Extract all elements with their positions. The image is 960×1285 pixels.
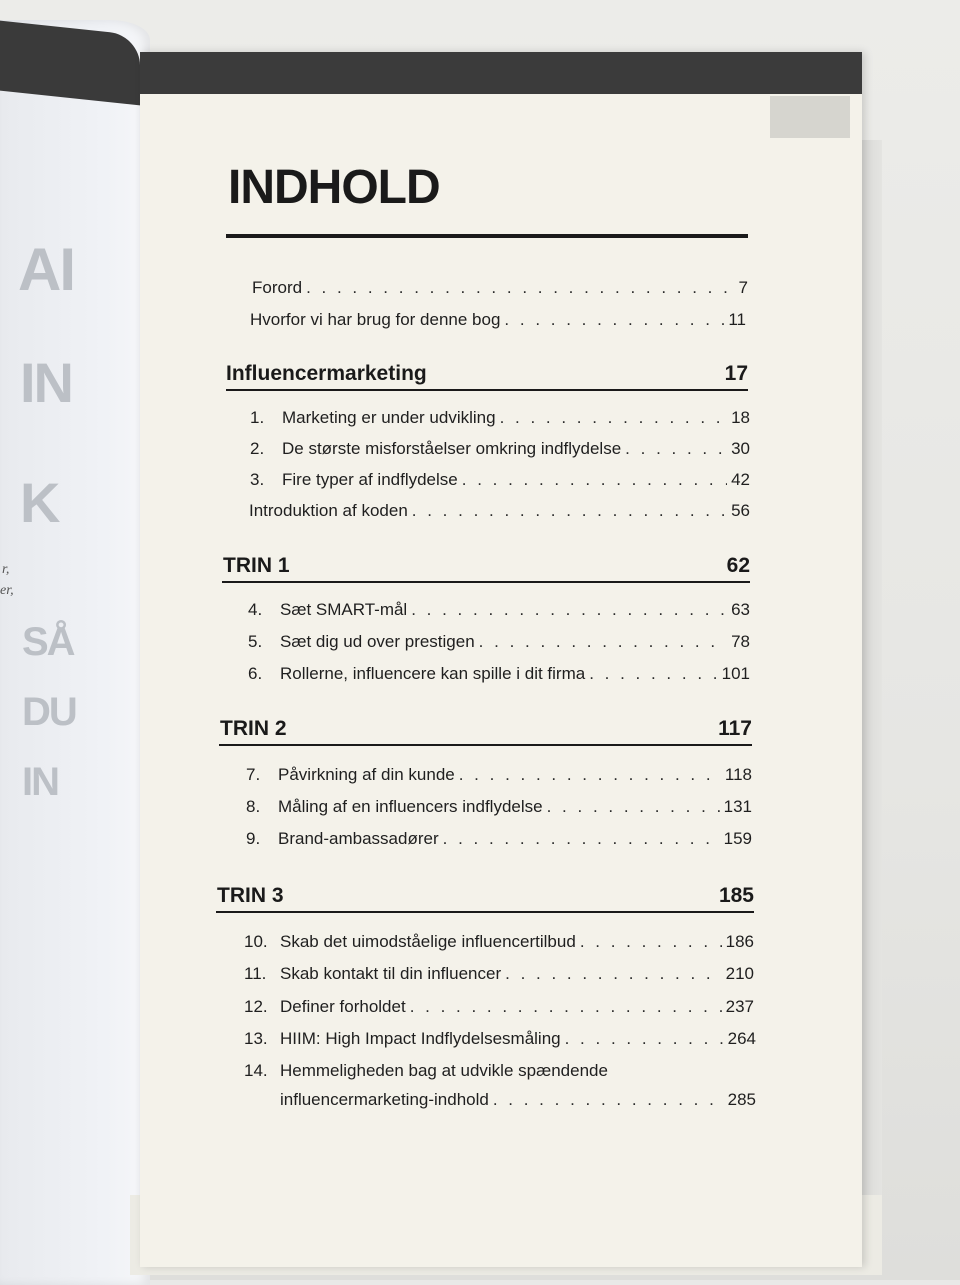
section-rule [222, 581, 750, 583]
leader-dots [625, 439, 727, 459]
leader-dots [505, 964, 722, 984]
toc-entry-label: Hvorfor vi har brug for denne bog [250, 310, 501, 329]
section-heading-label: TRIN 1 [223, 554, 290, 577]
toc-entry [249, 501, 750, 521]
leader-dots [589, 664, 717, 684]
leader-dots [459, 765, 721, 785]
toc-entry [244, 997, 754, 1017]
toc-entry-label: Fire typer af indflydelse [282, 470, 458, 489]
toc-entry-page: 7 [738, 278, 748, 297]
toc-entry [250, 439, 750, 459]
section-heading-label: Influencermarketing [226, 362, 427, 385]
toc-entry [250, 470, 750, 490]
toc-entry-label: Brand-ambassadører [278, 829, 439, 848]
left-page-bleed-text: SÅ [22, 620, 74, 664]
left-page-italic-line: er, [0, 583, 14, 598]
left-page-italic-line: r, [2, 562, 10, 577]
toc-entry-page: 131 [723, 797, 752, 816]
toc-entry-number: 1. [250, 408, 265, 427]
toc-entry-forord [252, 278, 748, 298]
toc-entry-page: 159 [723, 829, 752, 848]
toc-entry-label: Skab kontakt til din influencer [280, 964, 502, 983]
toc-entry-label: HIIM: High Impact Indflydelsesmåling [280, 1029, 561, 1048]
toc-entry-number: 2. [250, 439, 265, 458]
toc-entry-number: 13. [244, 1029, 268, 1048]
toc-entry-page: 101 [721, 664, 750, 683]
toc-entry [246, 797, 752, 817]
section-rule [226, 389, 748, 391]
toc-entry [246, 765, 752, 785]
left-page-bleed-text: DU [22, 690, 76, 734]
section-heading-label: TRIN 2 [220, 717, 287, 740]
toc-entry [244, 932, 754, 952]
toc-entry-label: Måling af en influencers indflydelse [278, 797, 543, 816]
leader-dots [565, 1029, 724, 1049]
toc-entry [244, 1029, 756, 1049]
toc-entry-number: 12. [244, 997, 268, 1016]
toc-entry-label: Forord [252, 278, 303, 297]
left-page-bleed-text: AI [18, 236, 74, 303]
leader-dots [462, 470, 727, 490]
toc-entry-page: 186 [725, 932, 754, 951]
toc-entry-page: 63 [731, 600, 750, 619]
toc-entry-page: 56 [731, 501, 750, 520]
section-heading-influencermarketing [226, 362, 748, 386]
toc-entry-page: 237 [725, 997, 754, 1016]
toc-entry-page: 30 [731, 439, 750, 458]
left-page-bleed-text: K [20, 471, 59, 534]
section-heading-trin-1 [223, 554, 750, 578]
leader-dots [410, 997, 722, 1017]
leader-dots [306, 278, 734, 298]
leader-dots [479, 632, 727, 652]
toc-entry-page: 42 [731, 470, 750, 489]
toc-entry-number: 11. [244, 964, 267, 983]
toc-entry-page: 18 [731, 408, 750, 427]
section-heading-trin-3 [217, 884, 754, 908]
toc-entry-label: Introduktion af koden [249, 501, 408, 520]
section-heading-page: 62 [726, 554, 750, 577]
toc-entry-number: 6. [248, 664, 263, 683]
toc-entry-page: 264 [727, 1029, 756, 1048]
leader-dots [493, 1090, 724, 1110]
section-rule [219, 744, 752, 746]
toc-entry-continuation [280, 1090, 756, 1110]
toc-entry-number: 9. [246, 829, 261, 848]
toc-entry [244, 1061, 756, 1081]
toc-entry [248, 600, 750, 620]
toc-entry-hvorfor [250, 310, 746, 330]
toc-entry [244, 964, 754, 984]
toc-entry-page: 11 [728, 310, 746, 329]
leader-dots [547, 797, 720, 817]
leader-dots [504, 310, 724, 330]
leader-dots [412, 501, 727, 521]
toc-entry-label: Rollerne, influencere kan spille i dit firma [280, 664, 586, 683]
section-heading-trin-2 [220, 717, 752, 741]
title-rule [226, 234, 748, 238]
left-page-bleed-text: IN [20, 351, 72, 414]
toc-entry-page: 78 [731, 632, 750, 651]
toc-entry-number: 5. [248, 632, 263, 651]
leader-dots [443, 829, 720, 849]
toc-entry [248, 664, 750, 684]
page-title: INDHOLD [228, 161, 440, 214]
toc-entry-number: 7. [246, 765, 261, 784]
toc-entry-label: influencermarketing-indhold [280, 1090, 489, 1109]
section-rule [216, 911, 754, 913]
toc-entry-label: Påvirkning af din kunde [278, 765, 455, 784]
toc-entry-number: 14. [244, 1061, 268, 1080]
toc-entry-page: 118 [724, 765, 752, 784]
toc-entry-page: 210 [725, 964, 754, 983]
toc-entry-label: Marketing er under udvikling [282, 408, 496, 427]
toc-entry-label: Definer forholdet [280, 997, 406, 1016]
toc-entry-label: Sæt SMART-mål [280, 600, 408, 619]
toc-entry-number: 4. [248, 600, 263, 619]
toc-entry [248, 632, 750, 652]
section-heading-page: 17 [724, 362, 748, 385]
toc-entry-label: Hemmeligheden bag at udvikle spændende [280, 1061, 608, 1080]
toc-entry-number: 3. [250, 470, 265, 489]
toc-entry-label: De største misforståelser omkring indflydelse [282, 439, 622, 458]
left-page-bleed-text: IN [22, 760, 58, 804]
toc-entry [246, 829, 752, 849]
section-heading-page: 185 [718, 884, 754, 907]
toc-entry-page: 285 [727, 1090, 756, 1109]
toc-entry-label: Sæt dig ud over prestigen [280, 632, 475, 651]
leader-dots [411, 600, 727, 620]
section-heading-label: TRIN 3 [217, 884, 284, 907]
toc-entry-number: 8. [246, 797, 261, 816]
toc-entry [250, 408, 750, 428]
toc-entry-label: Skab det uimodståelige influencertilbud [280, 932, 576, 951]
leader-dots [500, 408, 728, 428]
section-heading-page: 117 [718, 717, 752, 740]
leader-dots [580, 932, 722, 952]
toc-entry-number: 10. [244, 932, 268, 951]
